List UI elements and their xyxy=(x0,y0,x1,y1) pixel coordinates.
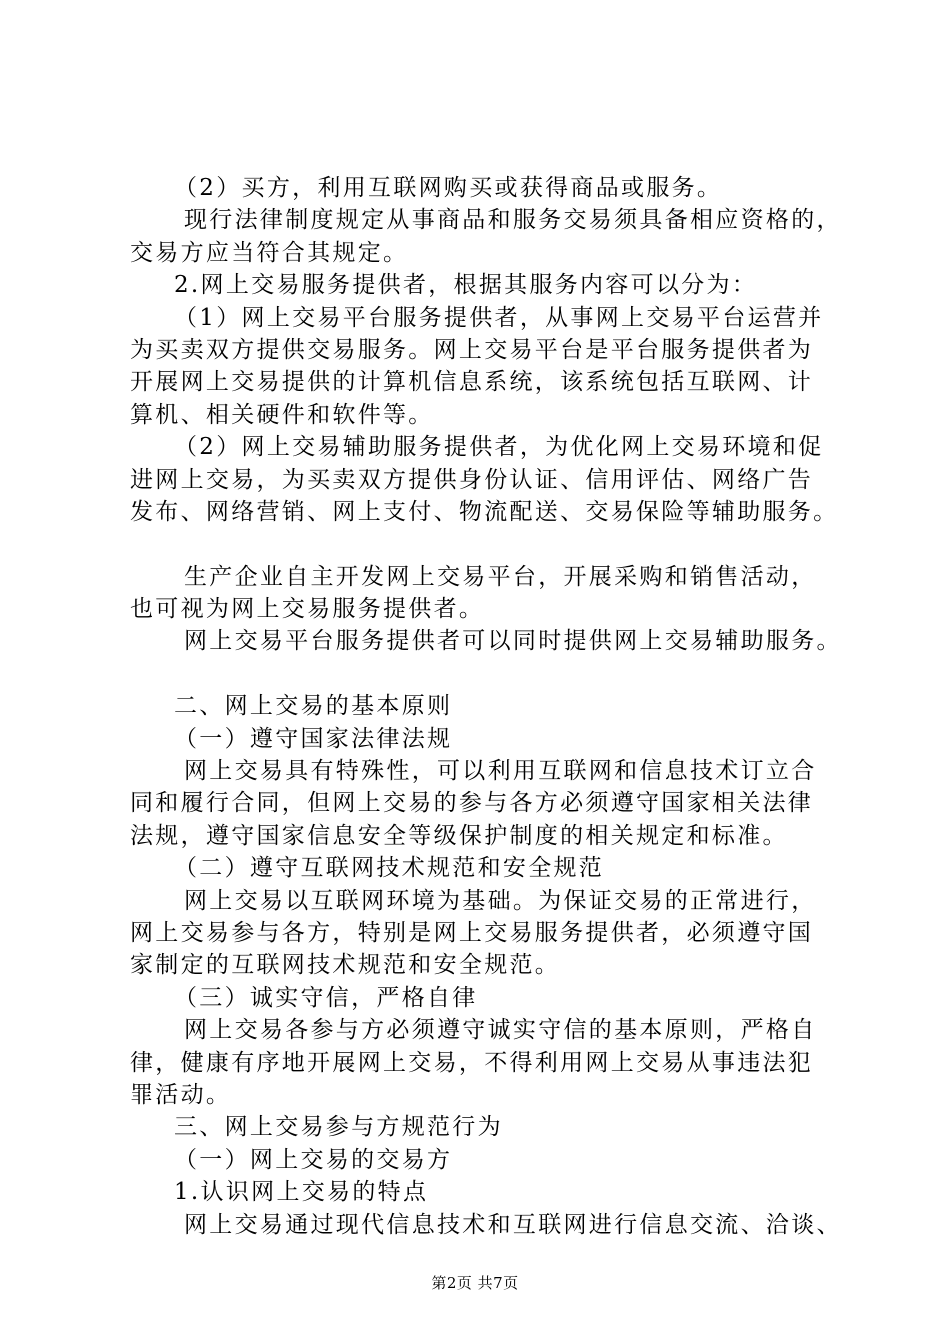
text-line: 算机、相关硬件和软件等。 xyxy=(130,401,434,428)
text-line: （一）遵守国家法律法规 xyxy=(174,725,453,752)
text-line: （2）买方，利用互联网购买或获得商品或服务。 xyxy=(174,175,723,201)
text-line: 生产企业自主开发网上交易平台，开展采购和销售活动， xyxy=(184,563,817,590)
text-line: 交易方应当符合其规定。 xyxy=(130,239,409,266)
text-line: 法规，遵守国家信息安全等级保护制度的相关规定和标准。 xyxy=(130,822,788,849)
blank-line xyxy=(130,658,838,690)
text-line: （三）诚实守信，严格自律 xyxy=(174,984,478,1011)
text-line: （二）遵守互联网技术规范和安全规范 xyxy=(174,855,605,882)
text-line: （一）网上交易的交易方 xyxy=(174,1146,453,1173)
blank-line xyxy=(130,528,838,560)
text-line: 网上交易各参与方必须遵守诚实守信的基本原则，严格自 xyxy=(184,1017,817,1044)
text-line: 网上交易平台服务提供者可以同时提供网上交易辅助服务。 xyxy=(184,628,842,655)
text-line: 家制定的互联网技术规范和安全规范。 xyxy=(130,952,561,979)
text-line: 开展网上交易提供的计算机信息系统，该系统包括互联网、计 xyxy=(130,369,814,396)
text-line: 网上交易参与各方，特别是网上交易服务提供者，必须遵守国 xyxy=(130,919,814,946)
text-line: 同和履行合同，但网上交易的参与各方必须遵守国家相关法律 xyxy=(130,790,814,817)
text-line: 现行法律制度规定从事商品和服务交易须具备相应资格的， xyxy=(184,207,842,234)
text-line: 2.网上交易服务提供者，根据其服务内容可以分为： xyxy=(174,272,758,299)
text-line: 网上交易具有特殊性，可以利用互联网和信息技术订立合 xyxy=(184,758,817,785)
page-footer: 第2页 共7页 xyxy=(431,1274,519,1292)
text-line: 为买卖双方提供交易服务。网上交易平台是平台服务提供者为 xyxy=(130,336,814,363)
text-line: 三、网上交易参与方规范行为 xyxy=(174,1114,503,1141)
text-line: 二、网上交易的基本原则 xyxy=(174,693,453,720)
text-line: （1）网上交易平台服务提供者，从事网上交易平台运营并 xyxy=(174,304,824,331)
text-line: 网上交易以互联网环境为基础。为保证交易的正常进行， xyxy=(184,887,817,914)
text-line: 罪活动。 xyxy=(130,1081,232,1108)
text-line: 律，健康有序地开展网上交易，不得利用网上交易从事违法犯 xyxy=(130,1049,814,1076)
text-line: 进网上交易，为买卖双方提供身份认证、信用评估、网络广告 xyxy=(130,466,814,493)
text-line: 1.认识网上交易的特点 xyxy=(174,1179,429,1206)
text-line: 发布、网络营销、网上支付、物流配送、交易保险等辅助服务。 xyxy=(130,498,839,525)
text-line: 网上交易通过现代信息技术和互联网进行信息交流、洽谈、 xyxy=(184,1211,842,1238)
text-line: （2）网上交易辅助服务提供者，为优化网上交易环境和促 xyxy=(174,434,824,461)
text-line: 也可视为网上交易服务提供者。 xyxy=(130,596,485,623)
document-body xyxy=(130,172,842,1241)
